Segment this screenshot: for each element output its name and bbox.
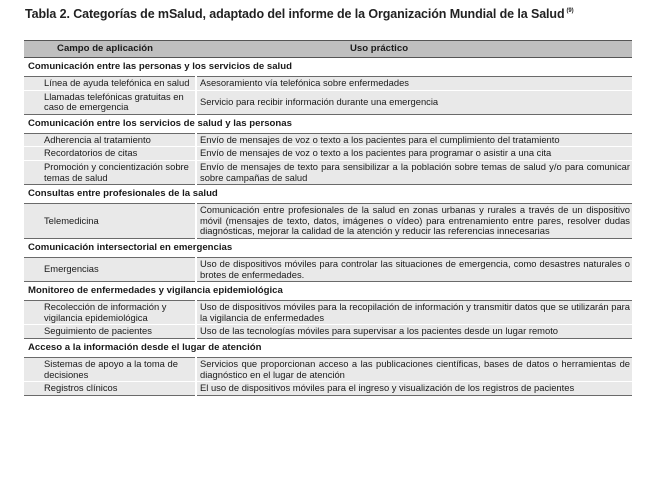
campo-cell: Sistemas de apoyo a la toma de decisiones [24,357,196,381]
section-title: Consultas entre profesionales de la salud [24,185,632,204]
table-row [24,90,632,114]
table-caption [25,7,574,21]
uso-cell: Uso de dispositivos móviles para controlar las situaciones de emergencia, como desastres naturales o brotes de enfermedades. [196,257,632,281]
table-body [24,58,632,396]
uso-cell: Envío de mensajes de voz o texto a los pacientes para programar o asistir a una cita [196,147,632,161]
table-header [24,41,632,58]
section-header-row [24,282,632,301]
section-title: Comunicación entre las personas y los servicios de salud [24,58,632,77]
uso-cell: Uso de dispositivos móviles para la recopilación de información y transmitir datos que se utilizarán para la vigilancia de enfermedades [196,301,632,325]
table-row [24,204,632,239]
campo-cell: Recolección de información y vigilancia epidemiológica [24,301,196,325]
campo-cell: Seguimiento de pacientes [24,325,196,339]
msalud-table [24,40,632,396]
uso-cell: Servicio para recibir información durante una emergencia [196,90,632,114]
table-row [24,133,632,147]
campo-cell: Recordatorios de citas [24,147,196,161]
campo-cell: Llamadas telefónicas gratuitas en caso de emergencia [24,90,196,114]
header-campo: Campo de aplicación [24,41,196,58]
uso-cell: Envío de mensajes de texto para sensibilizar a la población sobre temas de salud y/o para comunicar sobre campañas de salud [196,160,632,184]
section-title: Comunicación entre los servicios de salud y las personas [24,114,632,133]
header-uso: Uso práctico [196,41,632,58]
uso-cell: Envío de mensajes de voz o texto a los pacientes para el cumplimiento del tratamiento [196,133,632,147]
section-title: Acceso a la información desde el lugar de atención [24,338,632,357]
campo-cell: Telemedicina [24,204,196,239]
section-header-row [24,338,632,357]
campo-cell: Línea de ayuda telefónica en salud [24,77,196,91]
section-header-row [24,185,632,204]
campo-cell: Registros clínicos [24,382,196,396]
table-row [24,77,632,91]
caption-reference: (9) [566,8,574,14]
uso-cell: El uso de dispositivos móviles para el ingreso y visualización de los registros de pacientes [196,382,632,396]
campo-cell: Adherencia al tratamiento [24,133,196,147]
table-row [24,147,632,161]
table-row [24,325,632,339]
uso-cell: Comunicación entre profesionales de la salud en zonas urbanas y rurales a través de un dispositivo móvil (mensajes de texto, datos, imágenes o vídeo) para entrenamiento entre pares, resolver dudas diagnósticas, mejorar la calidad de la atención y reducir las referencias innecesarias [196,204,632,239]
uso-cell: Asesoramiento vía telefónica sobre enfermedades [196,77,632,91]
table-row [24,357,632,381]
uso-cell: Servicios que proporcionan acceso a las publicaciones científicas, bases de datos o herramientas de diagnóstico en el lugar de atención [196,357,632,381]
section-header-row [24,238,632,257]
campo-cell: Emergencias [24,257,196,281]
caption-text: Tabla 2. Categorías de mSalud, adaptado del informe de la Organización Mundial de la Salud [25,7,565,21]
section-title: Comunicación intersectorial en emergencias [24,238,632,257]
table-row [24,160,632,184]
section-header-row [24,58,632,77]
section-title: Monitoreo de enfermedades y vigilancia epidemiológica [24,282,632,301]
table-row [24,301,632,325]
uso-cell: Uso de las tecnologías móviles para supervisar a los pacientes desde un lugar remoto [196,325,632,339]
header-row [24,41,632,58]
table-row [24,257,632,281]
campo-cell: Promoción y concientización sobre temas de salud [24,160,196,184]
table-row [24,382,632,396]
section-header-row [24,114,632,133]
